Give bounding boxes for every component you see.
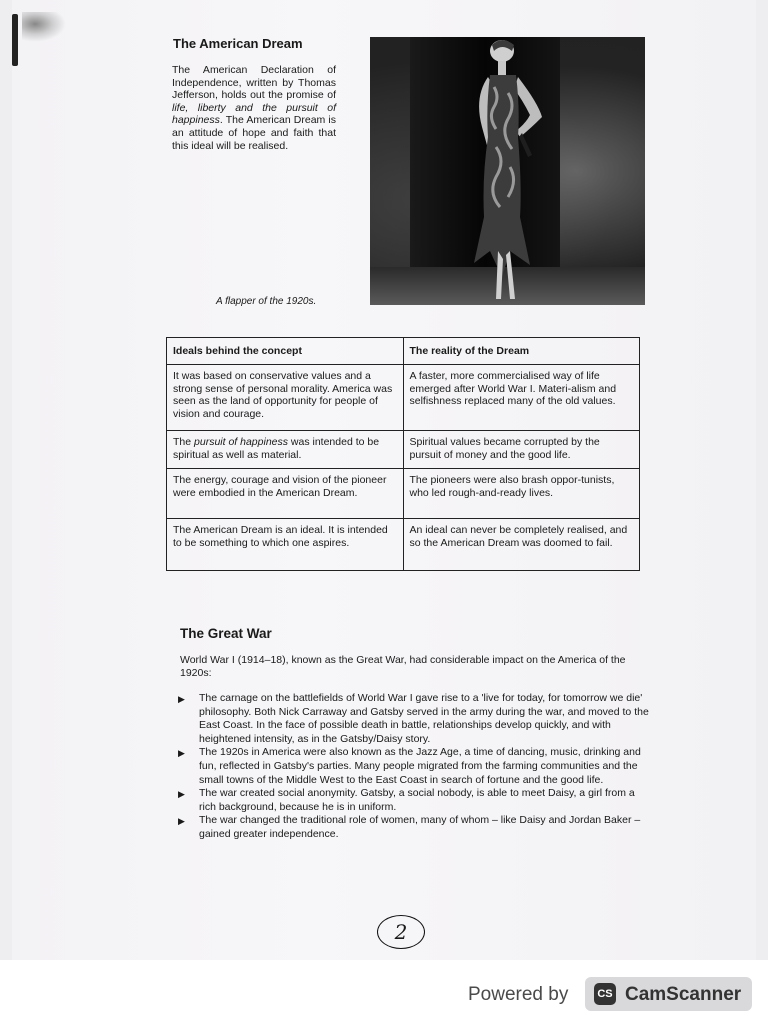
list-item-text: The carnage on the battlefields of World War I gave rise to a 'live for today, for tomorrow we die' philosophy. Both Nick Carraway and Gatsby served in the army during the war, and moved to the East Coast. In the face of possible death in battle, relationships develop quickly, and with heightened intensity, as in the Gatsby/Daisy story. (199, 692, 649, 745)
table-row (167, 431, 640, 469)
table-cell-ideal: The energy, courage and vision of the pioneer were embodied in the American Dream. (167, 469, 404, 519)
table-header-reality: The reality of the Dream (403, 338, 640, 365)
table-cell-ideal: It was based on conservative values and a strong sense of personal morality. America was seen as the land of opportunity for people of vision and courage. (167, 365, 404, 431)
dream-text-part-2: . The American Dream is an attitude of hope and faith that this ideal will be realised. (172, 114, 336, 152)
table-row (167, 519, 640, 571)
list-item (176, 787, 652, 814)
cell-text-post: was intended to be spiritual as well as material. (173, 436, 380, 461)
list-item (176, 746, 652, 787)
american-dream-paragraph (172, 64, 336, 152)
table-cell-reality: A faster, more commercialised way of life emerged after World War I. Materi-alism and selfishness replaced many of the old values. (403, 365, 640, 431)
table-cell-ideal (167, 431, 404, 469)
camscanner-brand: CamScanner (625, 984, 742, 1005)
bullet-arrow-icon: ▶ (178, 748, 185, 759)
photo-caption: A flapper of the 1920s. (216, 296, 317, 307)
flapper-figure (370, 37, 645, 305)
table-cell-reality: Spiritual values became corrupted by the pursuit of money and the good life. (403, 431, 640, 469)
bullet-arrow-icon: ▶ (178, 816, 185, 827)
scan-corner-mark (12, 14, 18, 66)
table-header-ideals: Ideals behind the concept (167, 338, 404, 365)
great-war-list (176, 692, 652, 842)
great-war-intro: World War I (1914–18), known as the Great War, had considerable impact on the America of the 1920s: (180, 654, 626, 679)
dream-text-part-1: The American Declaration of Independence, written by Thomas Jefferson, holds out the promise of (172, 64, 336, 102)
bullet-arrow-icon: ▶ (178, 694, 185, 704)
list-item-text: The war created social anonymity. Gatsby, a social nobody, is able to meet Daisy, a girl from a rich background, because he is in uniform. (199, 787, 635, 813)
powered-by-label: Powered by (468, 984, 569, 1005)
list-item (176, 692, 652, 746)
scan-smudge (22, 12, 66, 42)
handwritten-page-number: 2 (377, 915, 425, 949)
dream-text-italic: life, liberty and the pursuit of happiness (172, 101, 336, 127)
cell-text-italic: pursuit of happiness (194, 436, 288, 448)
table-cell-reality: An ideal can never be completely realised, and so the American Dream was doomed to fail. (403, 519, 640, 571)
great-war-heading: The Great War (180, 626, 272, 641)
list-item-text: The war changed the traditional role of women, many of whom – like Daisy and Jordan Baker – gained greater independence. (199, 814, 641, 840)
list-item-text: The 1920s in America were also known as the Jazz Age, a time of dancing, music, drinking and fun, reflected in Gatsby's parties. Many people migrated from the farming communities and the small towns of the Middle West to the East Coast in search of fortune and the good life. (199, 746, 641, 786)
bullet-arrow-icon: ▶ (178, 789, 185, 800)
table-row (167, 365, 640, 431)
american-dream-heading: The American Dream (173, 36, 303, 51)
list-item (176, 814, 652, 841)
cell-text-pre: The (173, 436, 195, 448)
table-cell-reality: The pioneers were also brash oppor-tunists, who led rough-and-ready lives. (403, 469, 640, 519)
ideals-vs-reality-table (166, 337, 640, 571)
camscanner-logo-icon: CS (594, 983, 616, 1005)
table-cell-ideal: The American Dream is an ideal. It is intended to be something to which one aspires. (167, 519, 404, 571)
flapper-photo (370, 37, 645, 305)
table-header-row (167, 338, 640, 365)
table-row (167, 469, 640, 519)
